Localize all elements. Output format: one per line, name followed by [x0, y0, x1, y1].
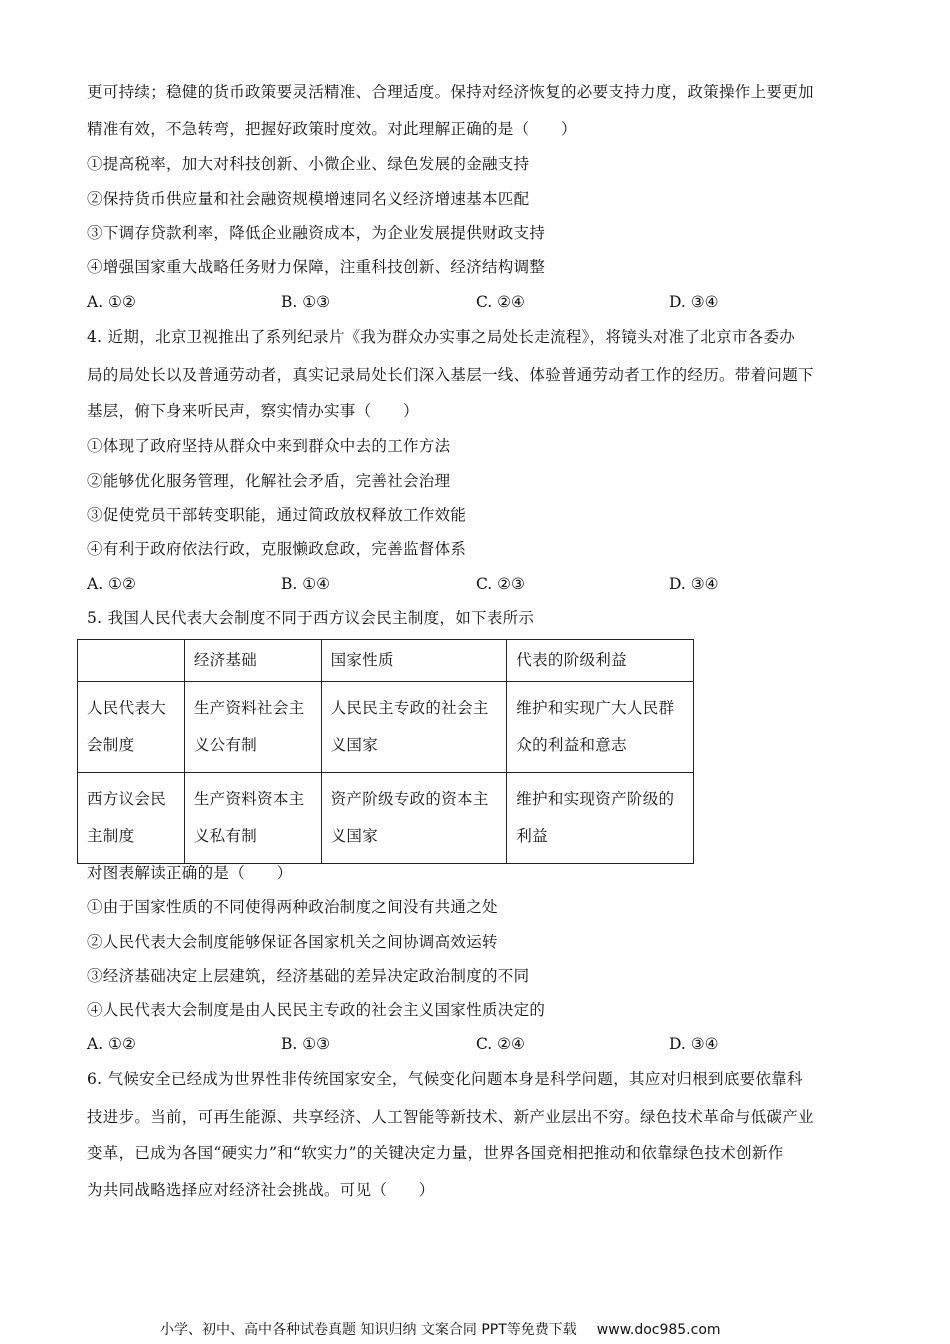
q5-option-b: B. ①③	[281, 1035, 331, 1053]
table-header-cell	[78, 640, 185, 682]
q3-item-4: ④增强国家重大战略任务财力保障，注重科技创新、经济结构调整	[87, 258, 546, 276]
table-row	[78, 682, 694, 773]
q5-options	[87, 1034, 867, 1054]
q5-question: 对图表解读正确的是（ ）	[87, 864, 293, 882]
q4-item-3: ③促使党员干部转变职能，通过简政放权释放工作效能	[87, 506, 467, 524]
q6-stem-line-4: 为共同战略选择应对经济社会挑战。可见（ ）	[87, 1181, 435, 1199]
table-header-cell: 经济基础	[184, 640, 321, 682]
q3-item-2: ②保持货币供应量和社会融资规模增速同名义经济增速基本匹配	[87, 190, 530, 208]
q5-item-3: ③经济基础决定上层建筑，经济基础的差异决定政治制度的不同	[87, 967, 530, 985]
q5-item-4: ④人民代表大会制度是由人民民主专政的社会主义国家性质决定的	[87, 1001, 546, 1019]
q3-option-a: A. ①②	[87, 293, 136, 311]
table-cell: 生产资料社会主义公有制	[184, 682, 321, 773]
q4-options	[87, 574, 867, 594]
table-header-row	[78, 640, 694, 682]
table-cell: 维护和实现广大人民群众的利益和意志	[507, 682, 694, 773]
q4-option-d: D. ③④	[669, 575, 719, 593]
q6-stem-line-3: 变革，已成为各国“硬实力”和“软实力”的关键决定力量，世界各国竞相把推动和依靠绿色技术创新作	[87, 1144, 784, 1162]
q4-stem-line-3: 基层，俯下身来听民声，察实情办实事（ ）	[87, 402, 419, 420]
q3-option-b: B. ①③	[281, 293, 331, 311]
q6-stem-line-2: 技进步。当前，可再生能源、共享经济、人工智能等新技术、新产业层出不穷。绿色技术革命与低碳产业	[87, 1108, 814, 1126]
q3-option-c: C. ②④	[476, 293, 525, 311]
q6-stem-line-1: 6. 气候安全已经成为世界性非传统国家安全，气候变化问题本身是科学问题，其应对归根到底要依靠科	[87, 1070, 803, 1088]
q4-option-c: C. ②③	[476, 575, 525, 593]
q4-option-a: A. ①②	[87, 575, 136, 593]
footer-text: 小学、初中、高中各种试卷真题 知识归纳 文案合同 PPT等免费下载	[160, 1322, 577, 1338]
q4-item-1: ①体现了政府坚持从群众中来到群众中去的工作方法	[87, 437, 451, 455]
q3-options	[87, 292, 867, 312]
q5-item-1: ①由于国家性质的不同使得两种政治制度之间没有共通之处	[87, 898, 498, 916]
table-row	[78, 773, 694, 864]
table-cell: 生产资料资本主义私有制	[184, 773, 321, 864]
q4-item-2: ②能够优化服务管理，化解社会矛盾，完善社会治理	[87, 472, 451, 490]
q5-option-c: C. ②④	[476, 1035, 525, 1053]
table-cell: 资产阶级专政的资本主义国家	[321, 773, 507, 864]
table-header-cell: 国家性质	[321, 640, 507, 682]
page-footer	[160, 1321, 721, 1339]
q3-stem-line-2: 精准有效，不急转弯，把握好政策时度效。对此理解正确的是（ ）	[87, 120, 577, 138]
comparison-table	[77, 639, 694, 864]
table-cell: 人民代表大会制度	[78, 682, 185, 773]
q4-option-b: B. ①④	[281, 575, 331, 593]
q4-stem-line-2: 局的局处长以及普通劳动者，真实记录局处长们深入基层一线、体验普通劳动者工作的经历。带着问题下	[87, 366, 814, 384]
q5-stem: 5. 我国人民代表大会制度不同于西方议会民主制度，如下表所示	[87, 609, 535, 627]
footer-link[interactable]: www.doc985.com	[596, 1322, 721, 1338]
q3-item-3: ③下调存贷款利率，降低企业融资成本，为企业发展提供财政支持	[87, 224, 546, 242]
table-cell: 西方议会民主制度	[78, 773, 185, 864]
table-cell: 人民民主专政的社会主义国家	[321, 682, 507, 773]
q3-item-1: ①提高税率，加大对科技创新、小微企业、绿色发展的金融支持	[87, 155, 530, 173]
q3-stem-line-1: 更可持续；稳健的货币政策要灵活精准、合理适度。保持对经济恢复的必要支持力度，政策操作上要更加	[87, 83, 814, 101]
q5-option-d: D. ③④	[669, 1035, 719, 1053]
q4-item-4: ④有利于政府依法行政，克服懒政怠政，完善监督体系	[87, 540, 467, 558]
q5-item-2: ②人民代表大会制度能够保证各国家机关之间协调高效运转	[87, 933, 498, 951]
table-cell: 维护和实现资产阶级的利益	[507, 773, 694, 864]
q4-stem-line-1: 4. 近期，北京卫视推出了系列纪录片《我为群众办实事之局处长走流程》，将镜头对准了北京市各委办	[87, 328, 796, 346]
q5-option-a: A. ①②	[87, 1035, 136, 1053]
table-header-cell: 代表的阶级利益	[507, 640, 694, 682]
q3-option-d: D. ③④	[669, 293, 719, 311]
